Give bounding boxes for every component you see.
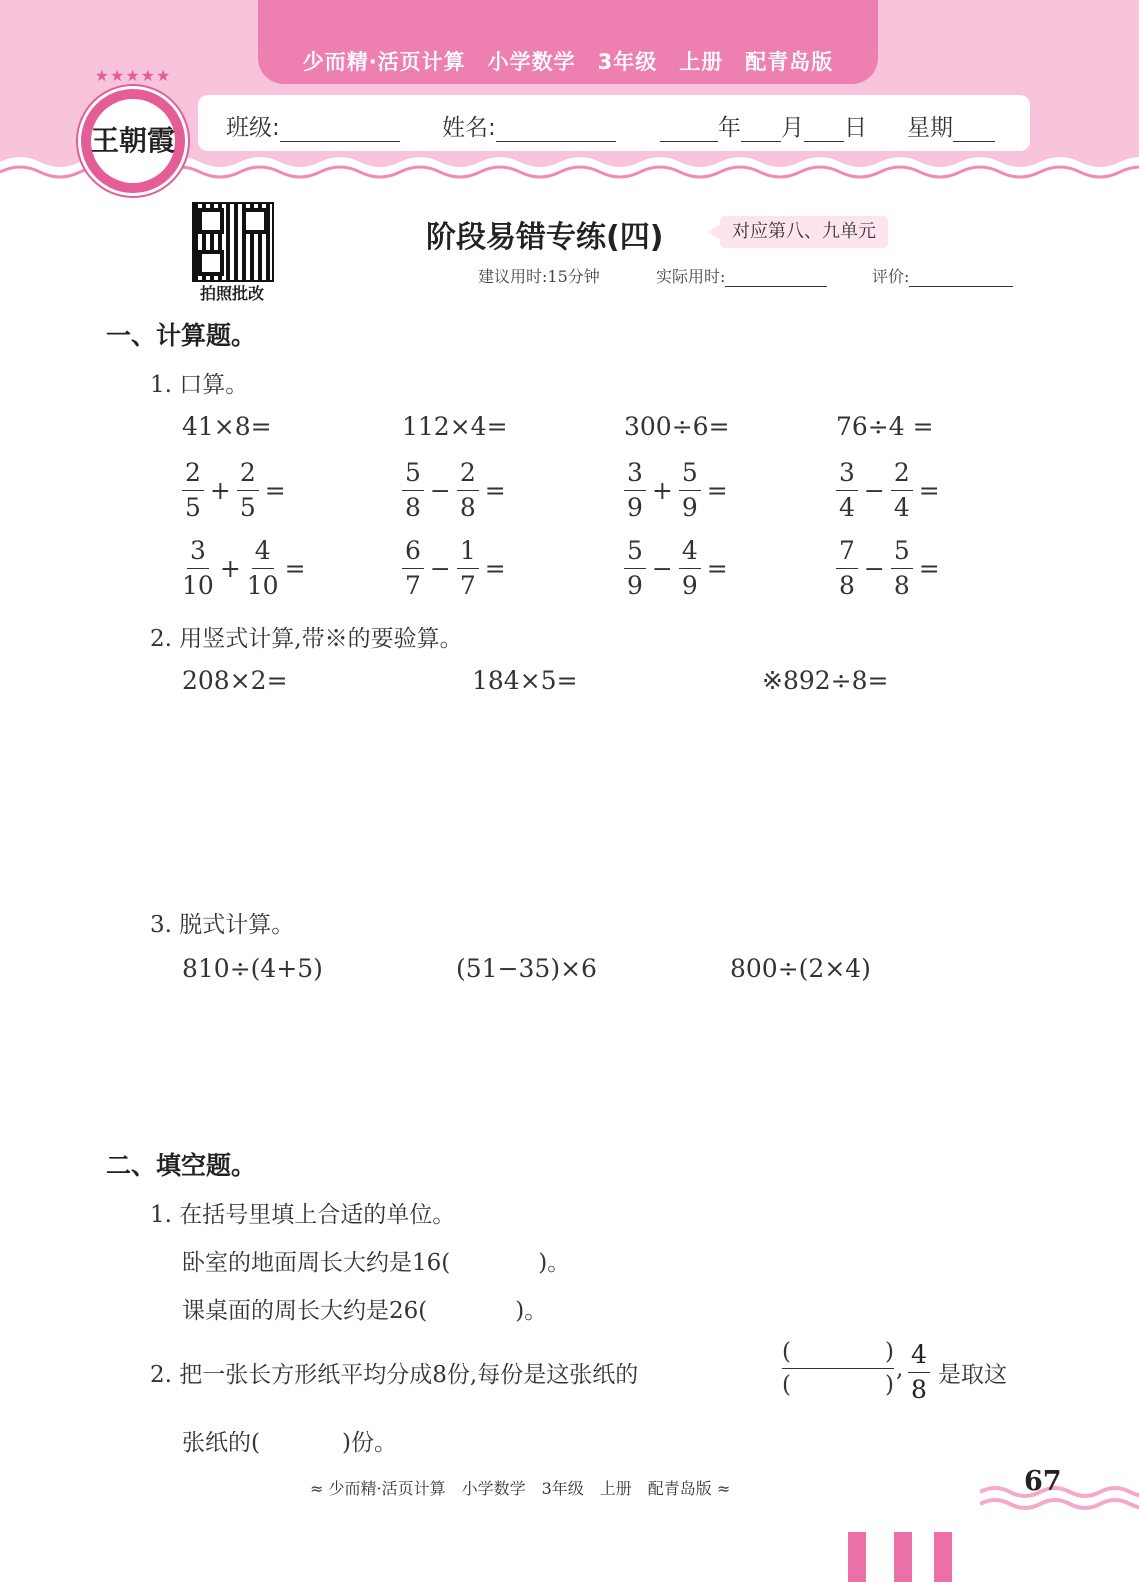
unit-badge: 对应第八、九单元 (720, 216, 888, 248)
fill-q2-line2 (182, 1424, 397, 1457)
step-calc-2: (51−35)×6 (456, 954, 597, 983)
fraction-denominator: 4 (893, 493, 910, 522)
fraction-numerator: 2 (182, 456, 204, 491)
step-calc-1: 810÷(4+5) (182, 954, 323, 983)
class-blank[interactable] (280, 119, 400, 142)
fraction-numerator: 5 (891, 534, 913, 569)
edge-bar (934, 1532, 952, 1582)
class-label: 班级: (226, 115, 280, 141)
fill-q2-text: 2. 把一张长方形纸平均分成8份,每份是这张纸的 (150, 1362, 639, 1388)
evaluation-label: 评价: (872, 267, 910, 286)
name-field[interactable] (442, 109, 616, 142)
paren-close: ) (885, 1372, 894, 1398)
page-number: 67 (1024, 1466, 1062, 1497)
fraction (836, 534, 858, 603)
fraction-numerator: 2 (237, 456, 259, 491)
logo-text: 王朝霞 (91, 99, 175, 183)
fill-q2-line2-end: )份。 (341, 1430, 397, 1456)
fraction (402, 456, 424, 525)
fraction-numerator: 3 (836, 456, 858, 491)
vertical-calc-2: 184×5= (472, 666, 578, 695)
suggested-time: 建议用时:15分钟 (478, 267, 600, 286)
fraction-numerator: 1 (457, 534, 479, 569)
fill-q1-label: 1. 在括号里填上合适的单位。 (150, 1202, 456, 1228)
fraction-denominator: 5 (185, 493, 201, 522)
fill-q2-fraction-blank[interactable] (782, 1336, 894, 1401)
fraction (402, 534, 424, 603)
operator: − (863, 554, 885, 583)
fraction-numerator: 4 (908, 1338, 930, 1373)
fraction-denominator: 4 (839, 493, 855, 522)
fill-q1-line1 (182, 1244, 570, 1277)
mental-calc-4: 76÷4 = (836, 412, 934, 441)
operator: + (209, 476, 231, 505)
fraction-denominator: 7 (459, 571, 476, 600)
fraction-denominator: 9 (627, 571, 643, 600)
paren-close: ) (885, 1339, 894, 1365)
fill-q2-line1 (150, 1356, 638, 1389)
fraction-denominator: 9 (681, 571, 698, 600)
fraction (891, 534, 913, 603)
fraction (237, 456, 259, 525)
fraction-numerator: 6 (402, 534, 424, 569)
fraction-expression (834, 534, 944, 603)
logo-stars-icon: ★★★★★ (94, 66, 172, 85)
fraction-expression (622, 534, 732, 603)
worksheet-title: 阶段易错专练(四) (426, 220, 664, 255)
operator: + (651, 476, 673, 505)
qr-caption: 拍照批改 (199, 284, 264, 303)
fraction-expression (400, 456, 510, 525)
fraction-denominator: 5 (239, 493, 256, 522)
fraction-denominator: 7 (405, 571, 421, 600)
fraction-numerator: 7 (836, 534, 858, 569)
fraction-denominator: 9 (681, 493, 698, 522)
name-label: 姓名: (442, 115, 496, 141)
fraction-denominator: 8 (893, 571, 910, 600)
fraction-denominator: 8 (405, 493, 421, 522)
equals-sign: = (264, 476, 286, 505)
equals-sign: = (484, 476, 506, 505)
equals-sign: = (918, 476, 940, 505)
fraction (624, 456, 646, 525)
weekday-label: 星期 (907, 115, 953, 141)
fill-q1-line2 (182, 1292, 547, 1325)
name-blank[interactable] (496, 119, 616, 142)
vertical-calc-3: ※892÷8= (762, 666, 889, 695)
fraction-numerator: 2 (457, 456, 479, 491)
fraction-denominator: 8 (839, 571, 855, 600)
equals-sign: = (484, 554, 506, 583)
fraction-denominator: 8 (459, 493, 476, 522)
fill-q1-line1-text: 卧室的地面周长大约是16( (182, 1250, 451, 1276)
month-blank[interactable] (741, 119, 781, 142)
mental-calc-2: 112×4= (402, 412, 508, 441)
fraction (457, 534, 479, 603)
day-label: 日 (844, 115, 867, 141)
fraction-denominator: 10 (246, 571, 279, 600)
operator: − (429, 476, 451, 505)
weekday-blank[interactable] (953, 119, 995, 142)
operator: − (651, 554, 673, 583)
fill-q2-line2-text: 张纸的( (182, 1430, 260, 1456)
month-label: 月 (781, 115, 804, 141)
fraction (836, 456, 858, 525)
fraction-numerator: 5 (679, 456, 701, 491)
fraction-denominator: 8 (911, 1375, 927, 1404)
actual-time-blank[interactable] (725, 270, 827, 287)
vertical-calc-1: 208×2= (182, 666, 288, 695)
q2-label: 2. 用竖式计算,带※的要验算。 (150, 626, 463, 652)
operator: − (429, 554, 451, 583)
fill-q2-text-end: 是取这 (938, 1362, 1007, 1388)
edge-bar (848, 1532, 866, 1582)
fraction-denominator: 10 (182, 571, 214, 600)
year-label: 年 (718, 115, 741, 141)
equals-sign: = (918, 554, 940, 583)
fraction-numerator: 5 (402, 456, 424, 491)
fraction (182, 534, 214, 603)
equals-sign: = (706, 554, 728, 583)
paren-open: ( (782, 1339, 791, 1365)
fraction-expression (400, 534, 510, 603)
fraction-expression (180, 534, 310, 603)
date-field[interactable] (660, 109, 995, 142)
mental-calc-3: 300÷6= (624, 412, 730, 441)
fraction-numerator: 4 (252, 534, 274, 569)
actual-time-field[interactable] (656, 264, 827, 287)
day-blank[interactable] (804, 119, 844, 142)
fraction-numerator: 4 (679, 534, 701, 569)
fraction (679, 534, 701, 603)
fraction-numerator: 2 (891, 456, 913, 491)
fill-q2-comma: , (896, 1356, 904, 1382)
year-blank[interactable] (660, 119, 718, 142)
section-1-heading: 一、计算题。 (106, 321, 257, 350)
equals-sign: = (706, 476, 728, 505)
footer-series: ≈ 少而精·活页计算 小学数学 3年级 上册 配青岛版 ≈ (310, 1479, 731, 1498)
q1-label: 1. 口算。 (150, 372, 249, 398)
operator: − (863, 476, 885, 505)
fraction-numerator: 3 (624, 456, 646, 491)
paren-open: ( (782, 1372, 791, 1398)
q3-label: 3. 脱式计算。 (150, 912, 295, 938)
fill-q1-line2-end: )。 (515, 1298, 548, 1324)
fraction (624, 534, 646, 603)
qr-code-icon[interactable] (192, 202, 274, 282)
fraction (457, 456, 479, 525)
evaluation-field[interactable] (872, 264, 1013, 287)
fraction-4-8 (906, 1338, 932, 1407)
fraction-expression (834, 456, 944, 525)
fraction-denominator: 9 (627, 493, 643, 522)
fraction (247, 534, 279, 603)
edge-bar (894, 1532, 912, 1582)
class-field[interactable] (226, 109, 400, 142)
fill-q1-line1-end: )。 (538, 1250, 571, 1276)
operator: + (219, 554, 241, 583)
brand-logo (78, 86, 188, 196)
fraction-numerator: 3 (187, 534, 209, 569)
series-title: 少而精·活页计算 小学数学 3年级 上册 配青岛版 (302, 50, 834, 74)
fraction (891, 456, 913, 525)
evaluation-blank[interactable] (909, 270, 1013, 287)
mental-calc-1: 41×8= (182, 412, 272, 441)
actual-time-label: 实际用时: (656, 267, 726, 286)
fraction (182, 456, 204, 525)
fraction-numerator: 5 (624, 534, 646, 569)
fill-q1-line2-text: 课桌面的周长大约是26( (182, 1298, 428, 1324)
fraction-expression (180, 456, 290, 525)
fraction (679, 456, 701, 525)
equals-sign: = (284, 554, 306, 583)
section-2-heading: 二、填空题。 (106, 1151, 257, 1180)
step-calc-3: 800÷(2×4) (730, 954, 871, 983)
fraction-expression (622, 456, 732, 525)
